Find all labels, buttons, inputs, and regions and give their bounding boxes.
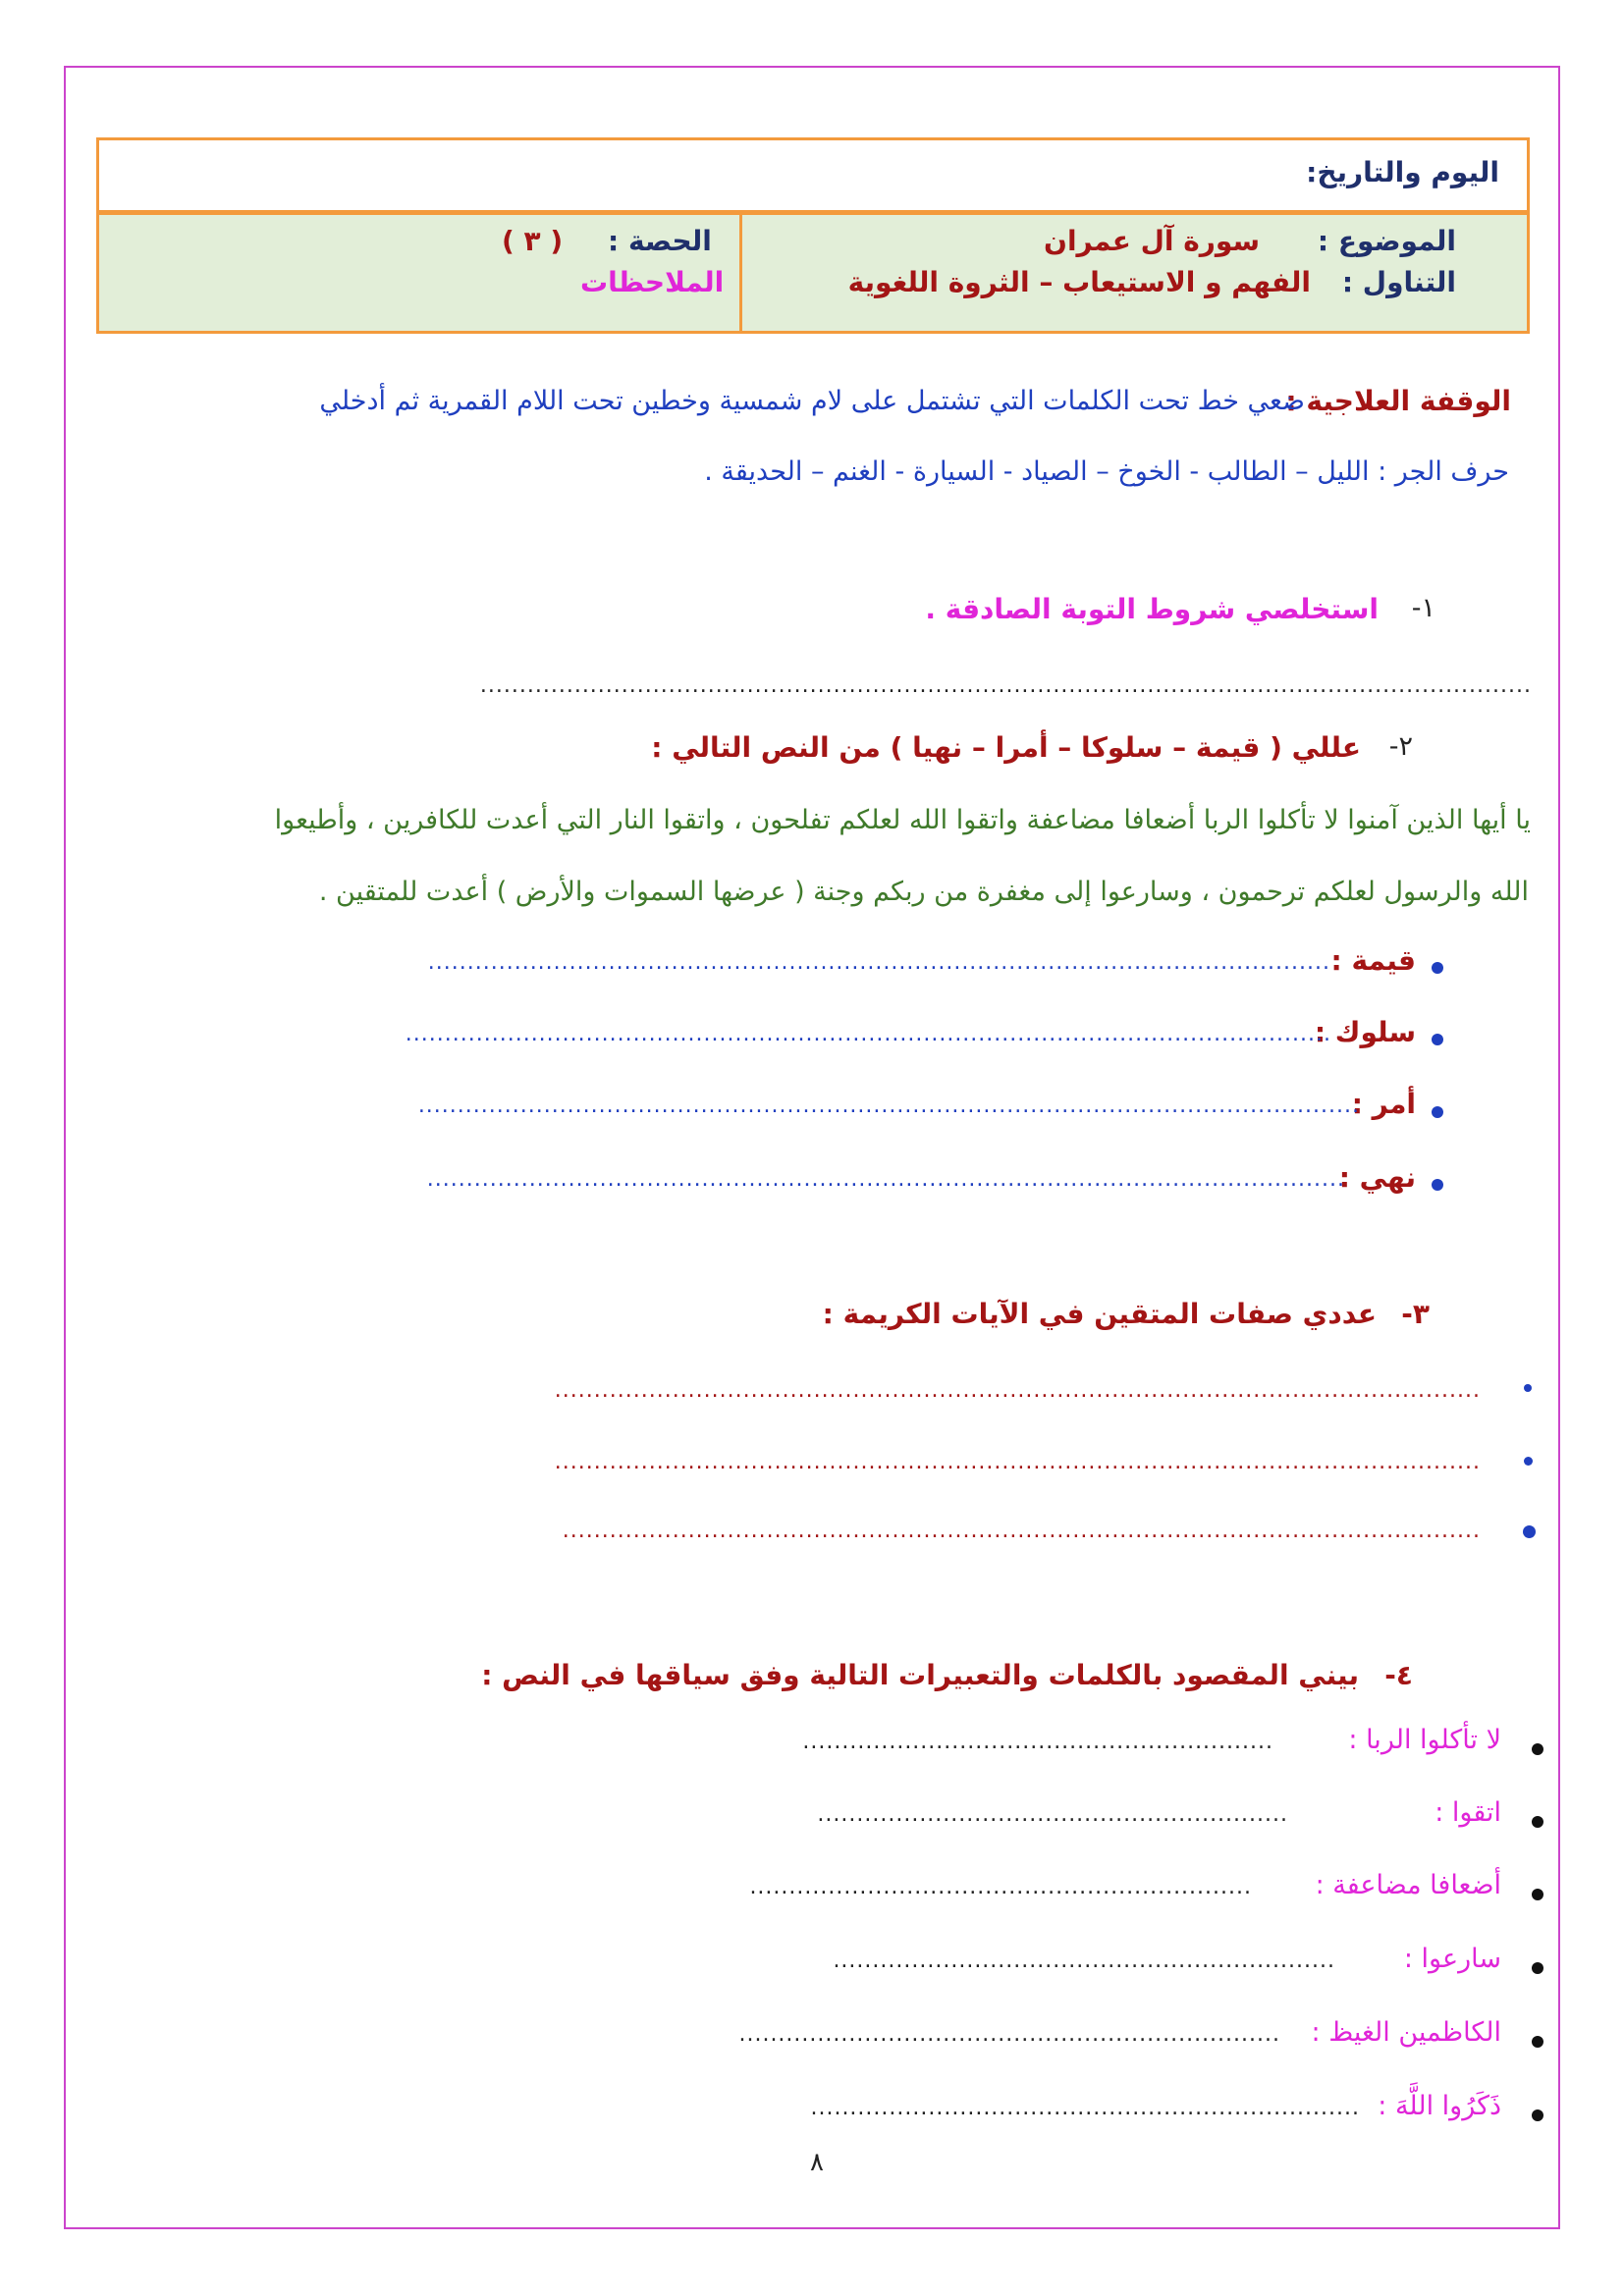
header-date-row [96, 137, 1530, 213]
q4-bullet [1532, 1962, 1543, 1974]
q4-answer-line[interactable]: ...................................................................... [810, 2096, 1360, 2120]
q4-number: ٤- [1384, 1659, 1413, 1691]
header-divider [739, 215, 742, 331]
q2-bullet [1432, 962, 1443, 974]
q2-item-label: نهي : [1338, 1161, 1416, 1194]
q3-text: عددي صفات المتقين في الآيات الكريمة : [822, 1298, 1377, 1330]
q2-item-label: سلوك : [1314, 1016, 1416, 1048]
q1-text: استخلصي شروط التوبة الصادقة . [925, 593, 1379, 625]
q2-item-label: قيمة : [1330, 944, 1416, 977]
q4-bullet [1532, 2036, 1543, 2048]
q2-bullet [1432, 1179, 1443, 1191]
topic-value: سورة آل عمران [1044, 225, 1260, 257]
q4-item-label: اتقوا : [1435, 1797, 1501, 1828]
q2-text: عللي ( قيمة – سلوكا – أمرا – نهيا ) من النص التالي : [651, 731, 1361, 764]
q3-bullet [1523, 1525, 1536, 1538]
remedial-label: الوقفة العلاجية : [1285, 385, 1511, 417]
q2-passage-line2: الله والرسول لعلكم ترحمون ، وسارعوا إلى مغفرة من ربكم وجنة ( عرضها السموات والأرض ) أعدت للمتقين . [318, 877, 1529, 907]
q3-bullet [1524, 1457, 1533, 1466]
q3-answer-line[interactable]: ...................................................................................................................... [554, 1450, 1481, 1474]
q4-text: بيني المقصود بالكلمات والتعبيرات التالية وفق سياقها في النص : [481, 1659, 1359, 1691]
q4-item-label: ذَكَرُوا اللَّهَ : [1378, 2091, 1501, 2121]
q4-item-label: سارعوا : [1403, 1944, 1501, 1974]
q4-bullet [1532, 2109, 1543, 2121]
q4-item-label: لا تأكلوا الربا : [1348, 1725, 1501, 1755]
q3-answer-line[interactable]: ..................................................................................................................... [562, 1519, 1481, 1543]
q3-answer-line[interactable]: ...................................................................................................................... [554, 1378, 1481, 1403]
header-info-row [96, 212, 1530, 334]
q2-answer-line[interactable]: ..................................................................................................................... [426, 1167, 1345, 1192]
remedial-words: حرف الجر : الليل – الطالب - الخوخ – الصياد - السيارة - الغنم – الحديقة . [704, 456, 1509, 487]
coverage-label: التناول : [1341, 266, 1456, 298]
q1-number: ١- [1411, 593, 1435, 623]
q4-answer-line[interactable]: ................................................................ [833, 1949, 1335, 1973]
q2-answer-line[interactable]: ................................................................................................................... [427, 950, 1330, 975]
q2-passage-line1: يا أيها الذين آمنوا لا تأكلوا الربا أضعافا مضاعفة واتقوا الله لعلكم تفلحون ، واتقوا النار التي أعدت للكافرين ، وأطيعوا [274, 805, 1531, 835]
q3-bullet [1524, 1384, 1532, 1392]
topic-label: الموضوع : [1317, 225, 1456, 257]
notes-label: الملاحظات [580, 266, 725, 298]
q2-item-label: أمر : [1351, 1088, 1416, 1120]
q2-bullet [1432, 1034, 1443, 1045]
q3-number: ٣- [1401, 1298, 1430, 1330]
q4-answer-line[interactable]: ................................................................ [749, 1875, 1252, 1899]
q4-answer-line[interactable]: ............................................................ [817, 1802, 1288, 1827]
q4-bullet [1532, 1889, 1543, 1900]
q2-number: ٢- [1388, 731, 1413, 762]
q4-answer-line[interactable]: ..................................................................... [738, 2022, 1280, 2047]
q4-bullet [1532, 1816, 1543, 1828]
coverage-value: الفهم و الاستيعاب – الثروة اللغوية [847, 266, 1311, 298]
session-value: ( ٣ ) [502, 225, 564, 257]
day-date-label: اليوم والتاريخ: [1306, 156, 1499, 188]
q2-bullet [1432, 1106, 1443, 1118]
q4-answer-line[interactable]: ............................................................ [802, 1730, 1273, 1754]
q2-answer-line[interactable]: ...................................................................................................................... [405, 1022, 1331, 1046]
remedial-instruction: ضعي خط تحت الكلمات التي تشتمل على لام شمسية وخطين تحت اللام القمرية ثم أدخلي [319, 386, 1305, 416]
q4-item-label: الكاظمين الغيظ : [1311, 2017, 1501, 2048]
q4-item-label: أضعافا مضاعفة : [1315, 1870, 1501, 1900]
q1-answer-line[interactable]: ...................................................................................................................................... [479, 673, 1532, 698]
session-label: الحصة : [608, 225, 712, 257]
q2-answer-line[interactable]: ........................................................................................................................ [417, 1094, 1360, 1118]
page-number: ٨ [810, 2148, 824, 2177]
q4-bullet [1532, 1743, 1543, 1755]
